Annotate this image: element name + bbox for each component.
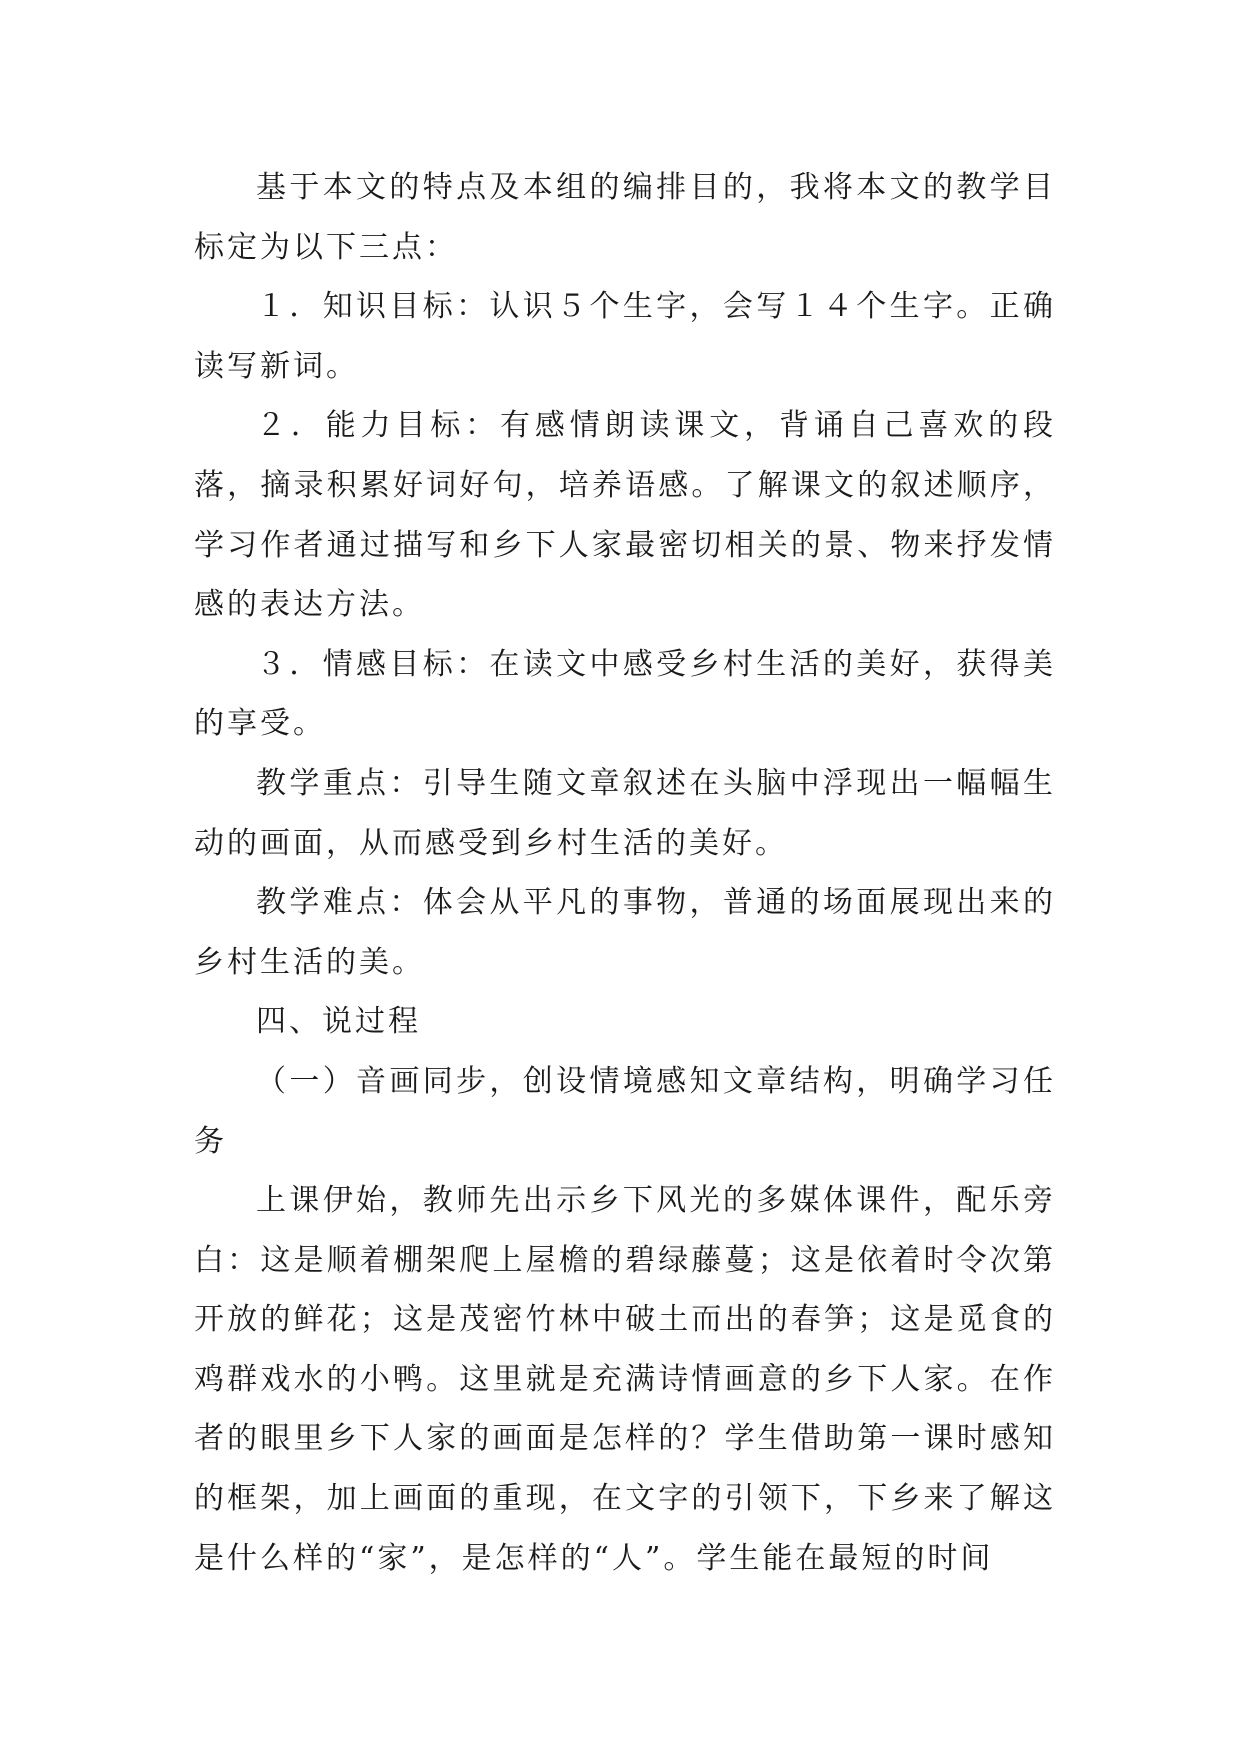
paragraph-lesson-opening: 上课伊始，教师先出示乡下风光的多媒体课件，配乐旁白：这是顺着棚架爬上屋檐的碧绿藤蔓；这是依着时令次第开放的鲜花；这是茂密竹林中破土而出的春笋；这是觅食的鸡群戏水的小鸭。这里就是充满诗情画意的乡下人家。在作者的眼里乡下人家的画面是怎样的？学生借助第一课时感知的框架，加上画面的重现，在文字的引领下，下乡来了解这是什么样的“家”，是怎样的“人”。学生能在最短的时间 <box>194 1183 1056 1576</box>
body-text <box>194 158 1056 1588</box>
paragraph-knowledge-goal: １．知识目标：认识５个生字，会写１４个生字。正确读写新词。 <box>194 289 1056 384</box>
paragraph-teaching-focus: 教学重点：引导生随文章叙述在头脑中浮现出一幅幅生动的画面，从而感受到乡村生活的美好。 <box>194 765 1056 861</box>
paragraph-objectives-intro: 基于本文的特点及本组的编排目的，我将本文的教学目标定为以下三点： <box>194 170 1056 265</box>
section-heading-process: 四、说过程 <box>256 1004 421 1040</box>
paragraph-ability-goal: ２．能力目标：有感情朗读课文，背诵自己喜欢的段落，摘录积累好词好句，培养语感。了解课文的叙述顺序，学习作者通过描写和乡下人家最密切相关的景、物来抒发情感的表达方法。 <box>194 408 1056 623</box>
paragraph-teaching-difficulty: 教学难点：体会从平凡的事物，普通的场面展现出来的乡村生活的美。 <box>194 885 1056 980</box>
subsection-heading-1: （一）音画同步，创设情境感知文章结构，明确学习任务 <box>194 1063 1056 1159</box>
paragraph-emotion-goal: ３．情感目标：在读文中感受乡村生活的美好，获得美的享受。 <box>194 646 1056 742</box>
